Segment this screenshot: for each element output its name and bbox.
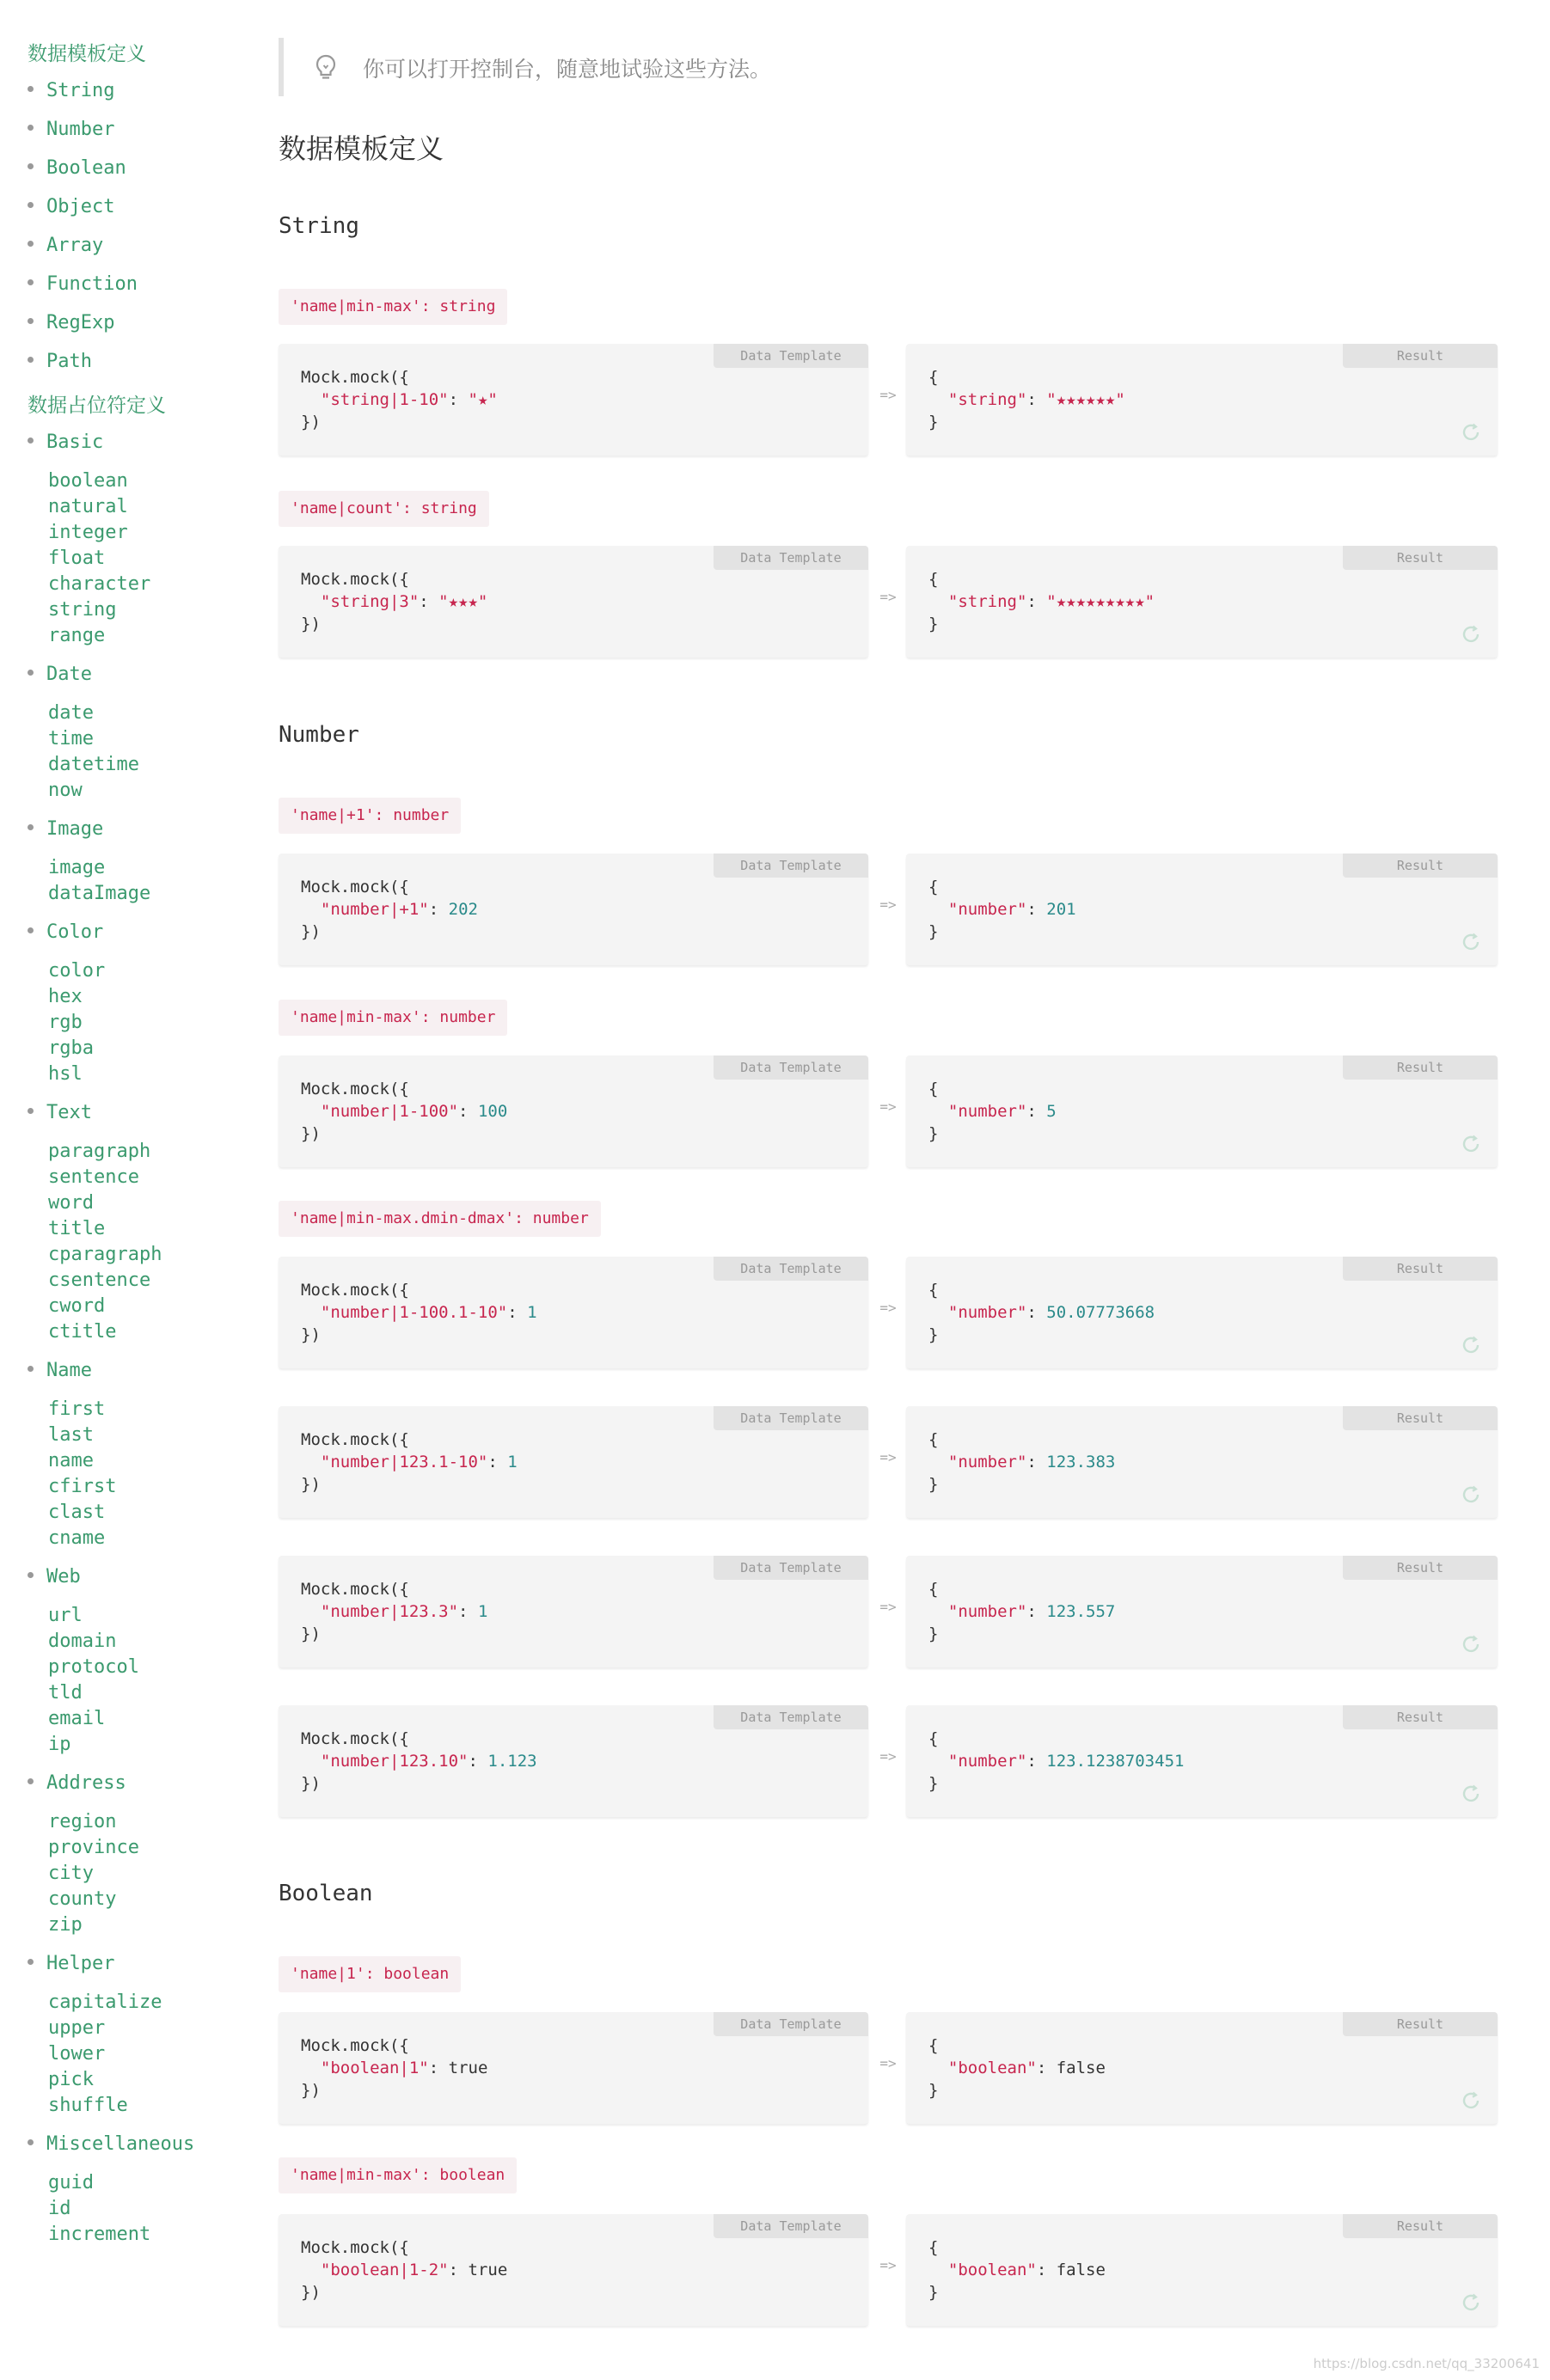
page-title: 数据模板定义 [279,132,444,165]
bullet-icon [28,1572,34,1578]
example-block [279,1406,1498,1518]
data-template-label: Data Template [714,1556,868,1580]
sidebar-sub-region[interactable]: region [48,1811,117,1832]
arrow-icon: => [879,1449,897,1465]
data-template-panel [279,344,868,456]
sidebar-sub-email[interactable]: email [48,1708,106,1729]
bullet-icon [28,86,34,92]
arrow-icon: => [879,1300,897,1316]
refresh-icon[interactable] [1460,1484,1482,1506]
sidebar-sub-name[interactable]: name [48,1450,94,1471]
rule-badge: 'name|+1': number [279,798,461,834]
sidebar-sub-image[interactable]: image [48,857,106,878]
sidebar-sub-time[interactable]: time [48,728,94,749]
sidebar-sub-rgb[interactable]: rgb [48,1012,83,1033]
sidebar-sub-integer[interactable]: integer [48,522,128,543]
sidebar-sub-datetime[interactable]: datetime [48,754,139,775]
section-heading-string: String [279,213,359,239]
sidebar-item-number[interactable]: Number [28,119,114,140]
example-block [279,1705,1498,1817]
refresh-icon[interactable] [1460,2089,1482,2112]
refresh-icon[interactable] [1460,1133,1482,1155]
data-template-label: Data Template [714,344,868,368]
sidebar-sub-shuffle[interactable]: shuffle [48,2095,128,2116]
result-label: Result [1343,1257,1498,1281]
sidebar-sub-cword[interactable]: cword [48,1295,106,1317]
sidebar-item-function[interactable]: Function [28,273,138,295]
bullet-icon [28,357,34,363]
sidebar-sub-string[interactable]: string [48,599,117,621]
sidebar-sub-province[interactable]: province [48,1837,139,1858]
data-template-label: Data Template [714,1257,868,1281]
data-template-panel [279,1705,868,1817]
sidebar-sub-clast[interactable]: clast [48,1502,106,1523]
sidebar-group-placeholder[interactable]: 数据占位符定义 [28,395,166,417]
sidebar-sub-word[interactable]: word [48,1192,94,1214]
sidebar-sub-upper[interactable]: upper [48,2017,106,2039]
data-template-label: Data Template [714,1055,868,1080]
template-code: Mock.mock({ "string|3": "★★★" }) [301,570,488,633]
bullet-icon [28,163,34,169]
sidebar-item-address[interactable]: Address [28,1772,126,1794]
result-code: { "number": 123.1238703451 } [928,1729,1185,1793]
rule-badge: 'name|min-max': boolean [279,2157,517,2193]
sidebar-sub-city[interactable]: city [48,1863,94,1884]
template-code: Mock.mock({ "boolean|1": true }) [301,2036,488,2100]
template-code: Mock.mock({ "string|1-10": "★" }) [301,368,498,431]
sidebar-item-miscellaneous[interactable]: Miscellaneous [28,2133,194,2155]
arrow-icon: => [879,896,897,913]
result-panel [906,1406,1498,1518]
bullet-icon [28,2139,34,2145]
bullet-icon [28,1959,34,1965]
bullet-icon [28,318,34,324]
example-block [279,344,1498,456]
data-template-panel [279,2012,868,2124]
refresh-icon[interactable] [1460,1783,1482,1805]
sidebar-sub-paragraph[interactable]: paragraph [48,1141,151,1162]
data-template-label: Data Template [714,853,868,878]
example-block [279,546,1498,658]
data-template-panel [279,1257,868,1368]
example-block [279,853,1498,965]
sidebar-sub-last[interactable]: last [48,1424,94,1446]
sidebar-sub-lower[interactable]: lower [48,2043,106,2065]
sidebar-sub-url[interactable]: url [48,1605,83,1626]
sidebar-sub-natural[interactable]: natural [48,496,128,517]
sidebar-sub-id[interactable]: id [48,2198,71,2219]
bullet-icon [28,927,34,933]
sidebar-item-string[interactable]: String [28,80,114,101]
sidebar-sub-range[interactable]: range [48,625,106,646]
rule-badge: 'name|count': string [279,491,489,527]
arrow-icon: => [879,1098,897,1115]
example-block [279,2012,1498,2124]
template-code: Mock.mock({ "number|123.3": 1 }) [301,1580,488,1643]
bullet-icon [28,1108,34,1114]
sidebar-item-text[interactable]: Text [28,1102,92,1123]
sidebar-item-date[interactable]: Date [28,664,92,685]
template-code: Mock.mock({ "number|+1": 202 }) [301,878,478,941]
data-template-panel [279,1406,868,1518]
result-code: { "boolean": false } [928,2238,1106,2302]
sidebar-sub-character[interactable]: character [48,573,151,595]
sidebar-sub-tld[interactable]: tld [48,1682,83,1704]
sidebar-item-boolean[interactable]: Boolean [28,157,126,179]
sidebar-sub-hsl[interactable]: hsl [48,1063,83,1085]
sidebar-item-object[interactable]: Object [28,196,114,217]
refresh-icon[interactable] [1460,931,1482,953]
lightbulb-icon [313,53,339,81]
tip-callout [279,38,1504,96]
data-template-label: Data Template [714,1406,868,1430]
arrow-icon: => [879,589,897,605]
result-label: Result [1343,546,1498,570]
result-label: Result [1343,344,1498,368]
refresh-icon[interactable] [1460,2291,1482,2314]
sidebar-sub-sentence[interactable]: sentence [48,1166,139,1188]
bullet-icon [28,437,34,444]
data-template-label: Data Template [714,1705,868,1729]
sidebar-item-web[interactable]: Web [28,1566,81,1588]
result-code: { "number": 5 } [928,1080,1057,1143]
result-label: Result [1343,2012,1498,2036]
sidebar-item-path[interactable]: Path [28,351,92,372]
arrow-icon: => [879,2055,897,2071]
result-label: Result [1343,1055,1498,1080]
result-panel [906,1055,1498,1167]
template-code: Mock.mock({ "number|1-100.1-10": 1 }) [301,1281,537,1344]
bullet-icon [28,241,34,247]
result-code: { "number": 123.383 } [928,1430,1116,1494]
sidebar-sub-cparagraph[interactable]: cparagraph [48,1244,162,1265]
sidebar-sub-float[interactable]: float [48,548,106,569]
data-template-label: Data Template [714,546,868,570]
rule-badge: 'name|min-max': number [279,1000,507,1036]
result-panel [906,2214,1498,2326]
sidebar-sub-increment[interactable]: increment [48,2224,151,2245]
data-template-panel [279,2214,868,2326]
sidebar-sub-pick[interactable]: pick [48,2069,94,2090]
section-heading-number: Number [279,722,359,748]
example-block [279,1257,1498,1368]
sidebar-sub-cname[interactable]: cname [48,1527,106,1549]
template-code: Mock.mock({ "number|1-100": 100 }) [301,1080,508,1143]
sidebar-sub-protocol[interactable]: protocol [48,1656,139,1678]
result-code: { "string": "★★★★★★" } [928,368,1125,431]
arrow-icon: => [879,1748,897,1765]
sidebar-sub-zip[interactable]: zip [48,1914,83,1936]
bullet-icon [28,125,34,131]
sidebar-sub-domain[interactable]: domain [48,1631,117,1652]
result-code: { "number": 201 } [928,878,1076,941]
sidebar-item-basic[interactable]: Basic [28,431,103,453]
result-label: Result [1343,1556,1498,1580]
result-panel [906,546,1498,658]
sidebar-sub-ctitle[interactable]: ctitle [48,1321,117,1343]
sidebar-sub-hex[interactable]: hex [48,986,83,1007]
data-template-panel [279,853,868,965]
result-panel [906,2012,1498,2124]
data-template-panel [279,546,868,658]
data-template-panel [279,1556,868,1667]
sidebar-sub-boolean[interactable]: boolean [48,470,128,492]
result-label: Result [1343,1705,1498,1729]
data-template-label: Data Template [714,2214,868,2238]
section-heading-boolean: Boolean [279,1881,373,1906]
result-panel [906,344,1498,456]
result-label: Result [1343,2214,1498,2238]
example-block [279,1055,1498,1167]
result-code: { "boolean": false } [928,2036,1106,2100]
bullet-icon [28,1778,34,1784]
rule-badge: 'name|min-max': string [279,289,507,325]
result-panel [906,1556,1498,1667]
result-code: { "string": "★★★★★★★★★" } [928,570,1155,633]
example-block [279,2214,1498,2326]
sidebar-sub-first[interactable]: first [48,1398,106,1420]
sidebar-sub-color[interactable]: color [48,960,106,982]
sidebar-sub-title[interactable]: title [48,1218,106,1239]
bullet-icon [28,1366,34,1372]
refresh-icon[interactable] [1460,1633,1482,1655]
refresh-icon[interactable] [1460,421,1482,444]
example-block [279,1556,1498,1667]
template-code: Mock.mock({ "boolean|1-2": true }) [301,2238,508,2302]
sidebar-sub-county[interactable]: county [48,1888,117,1910]
sidebar-sub-dataimage[interactable]: dataImage [48,883,151,904]
rule-badge: 'name|min-max.dmin-dmax': number [279,1201,601,1237]
refresh-icon[interactable] [1460,623,1482,645]
sidebar-item-array[interactable]: Array [28,235,103,256]
sidebar-sub-rgba[interactable]: rgba [48,1037,94,1059]
bullet-icon [28,670,34,676]
bullet-icon [28,202,34,208]
sidebar-sub-csentence[interactable]: csentence [48,1270,151,1291]
result-code: { "number": 123.557 } [928,1580,1116,1643]
result-code: { "number": 50.07773668 } [928,1281,1155,1344]
template-code: Mock.mock({ "number|123.1-10": 1 }) [301,1430,518,1494]
watermark-text: https://blog.csdn.net/qq_33200641 [1313,2356,1540,2371]
refresh-icon[interactable] [1460,1334,1482,1356]
arrow-icon: => [879,2257,897,2273]
result-panel [906,1705,1498,1817]
bullet-icon [28,279,34,285]
sidebar-sub-cfirst[interactable]: cfirst [48,1476,117,1497]
sidebar-sub-date[interactable]: date [48,702,94,724]
result-label: Result [1343,853,1498,878]
tip-text: 你可以打开控制台，随意地试验这些方法。 [363,57,772,82]
sidebar-item-regexp[interactable]: RegExp [28,312,114,333]
bullet-icon [28,824,34,830]
sidebar-sub-now[interactable]: now [48,780,83,801]
data-template-label: Data Template [714,2012,868,2036]
data-template-panel [279,1055,868,1167]
rule-badge: 'name|1': boolean [279,1956,461,1992]
template-code: Mock.mock({ "number|123.10": 1.123 }) [301,1729,537,1793]
sidebar-item-helper[interactable]: Helper [28,1953,114,1974]
sidebar-item-name[interactable]: Name [28,1360,92,1381]
arrow-icon: => [879,387,897,403]
result-label: Result [1343,1406,1498,1430]
sidebar-sub-ip[interactable]: ip [48,1734,71,1755]
sidebar-sub-guid[interactable]: guid [48,2172,94,2193]
sidebar-item-color[interactable]: Color [28,921,103,943]
arrow-icon: => [879,1599,897,1615]
result-panel [906,853,1498,965]
sidebar-group-data-template[interactable]: 数据模板定义 [28,43,146,65]
result-panel [906,1257,1498,1368]
sidebar-sub-capitalize[interactable]: capitalize [48,1991,162,2013]
sidebar-item-image[interactable]: Image [28,818,103,840]
